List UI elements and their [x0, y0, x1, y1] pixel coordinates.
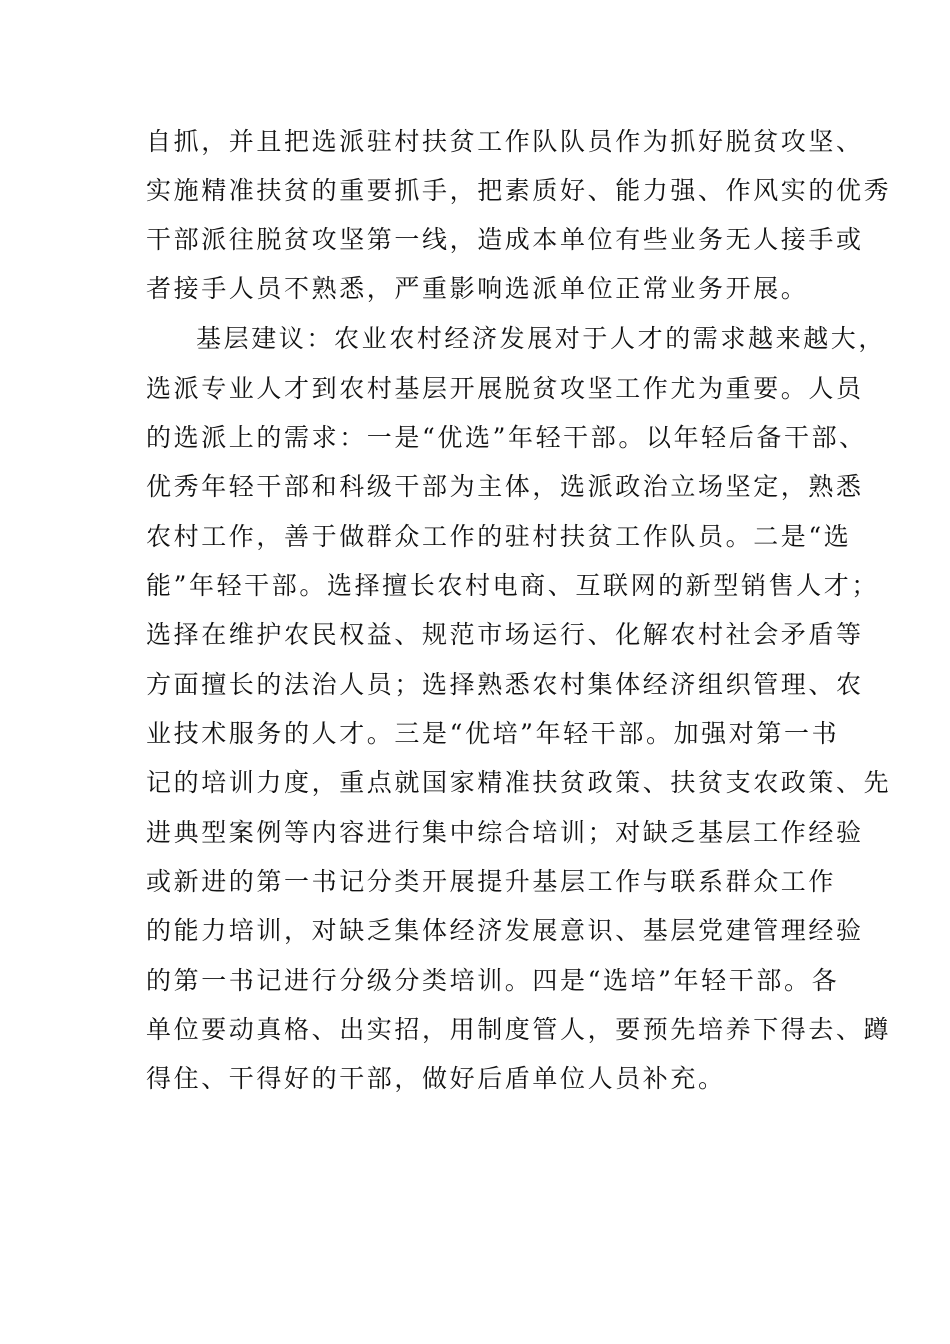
text-line-8: 优秀年轻干部和科级干部为主体，选派政治立场坚定，熟悉 [146, 472, 864, 501]
text-line-1: 自抓，并且把选派驻村扶贫工作队队员作为抓好脱贫攻坚、 [146, 127, 864, 156]
text-line-14: 记的培训力度，重点就国家精准扶贫政策、扶贫支农政策、先 [146, 768, 892, 797]
text-line-6: 选派专业人才到农村基层开展脱贫攻坚工作尤为重要。人员 [146, 374, 864, 403]
text-line-16: 或新进的第一书记分类开展提升基层工作与联系群众工作 [146, 867, 837, 896]
text-line-20: 得住、干得好的干部，做好后盾单位人员补充。 [146, 1064, 726, 1093]
text-line-2: 实施精准扶贫的重要抓手，把素质好、能力强、作风实的优秀 [146, 176, 892, 205]
text-line-13: 业技术服务的人才。三是“优培”年轻干部。加强对第一书 [146, 719, 840, 748]
text-line-11: 选择在维护农民权益、规范市场运行、化解农村社会矛盾等 [146, 620, 864, 649]
text-line-4: 者接手人员不熟悉，严重影响选派单位正常业务开展。 [146, 274, 809, 303]
text-line-7: 的选派上的需求：一是“优选”年轻干部。以年轻后备干部、 [146, 423, 867, 452]
text-line-10: 能”年轻干部。选择擅长农村电商、互联网的新型销售人才； [146, 571, 879, 600]
text-line-15: 进典型案例等内容进行集中综合培训；对缺乏基层工作经验 [146, 818, 864, 847]
text-line-18: 的第一书记进行分级分类培训。四是“选培”年轻干部。各 [146, 966, 840, 995]
text-line-3: 干部派往脱贫攻坚第一线，造成本单位有些业务无人接手或 [146, 225, 864, 254]
text-line-19: 单位要动真格、出实招，用制度管人，要预先培养下得去、蹲 [146, 1015, 892, 1044]
text-line-12: 方面擅长的法治人员；选择熟悉农村集体经济组织管理、农 [146, 670, 864, 699]
paragraph-start-line: 基层建议：农业农村经济发展对于人才的需求越来越大， [196, 324, 887, 353]
text-line-17: 的能力培训，对缺乏集体经济发展意识、基层党建管理经验 [146, 916, 864, 945]
text-line-9: 农村工作，善于做群众工作的驻村扶贫工作队员。二是“选 [146, 522, 852, 551]
